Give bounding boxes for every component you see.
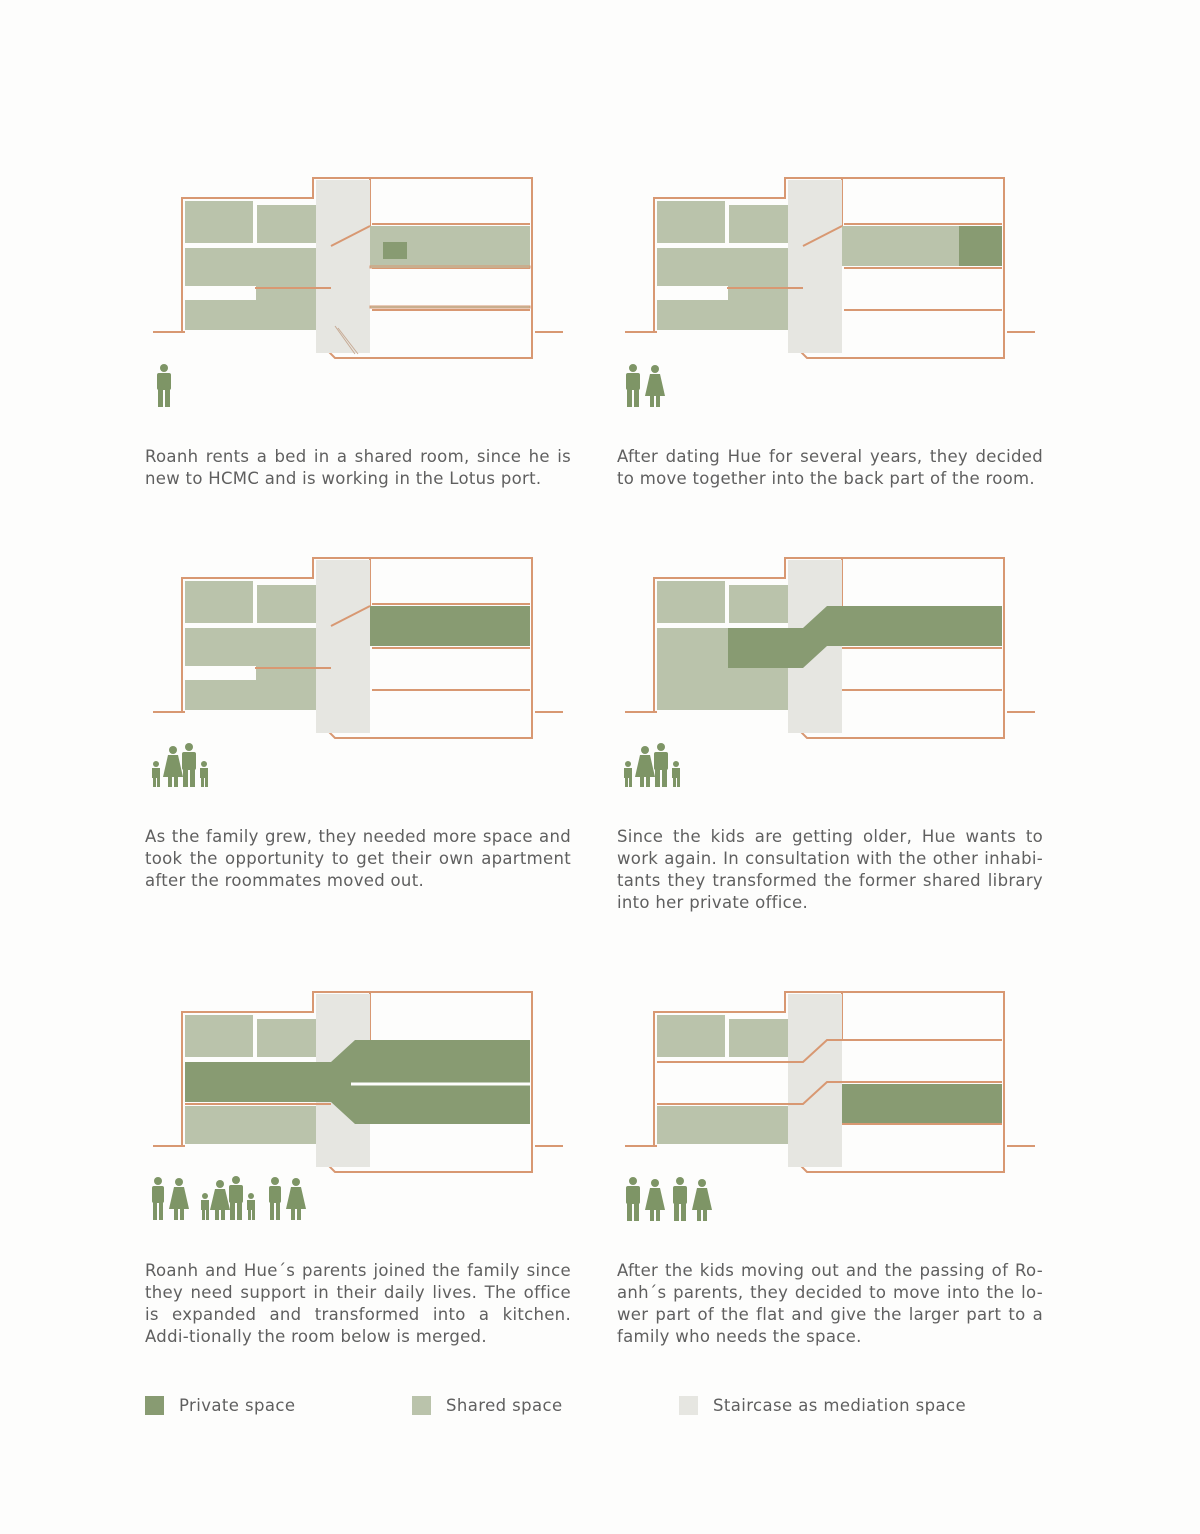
legend-label-staircase: Staircase as mediation space [713, 1396, 967, 1415]
caption-5: Roanh and Hue´s parents joined the family since they need support in their daily lives. The office is expanded and transformed into a kitchen. Addi-tionally the room below is merged. [145, 1261, 571, 1346]
panel-1 [145, 176, 585, 536]
panel-4 [617, 556, 1057, 916]
panel-3 [145, 556, 585, 916]
legend-private [145, 1396, 295, 1415]
couple-icon [626, 364, 665, 407]
caption-4: Since the kids are getting older, Hue wants to work again. In consultation with the other inhabi-tants they transformed the former shared library into her private office. [617, 827, 1043, 912]
panel-5 [145, 990, 585, 1350]
legend-staircase [679, 1396, 966, 1415]
caption-6: After the kids moving out and the passing of Ro-anh´s parents, they decided to move into the lo-wer part of the flat and give the larger part to a family who needs the space. [617, 1261, 1043, 1346]
family-icon [152, 743, 208, 787]
caption-3: As the family grew, they needed more space and took the opportunity to get their own apartment after the roommates moved out. [145, 827, 571, 890]
family-icon [624, 743, 680, 787]
panel-6 [617, 990, 1057, 1350]
man-icon [157, 364, 171, 407]
caption-1: Roanh rents a bed in a shared room, since he is new to HCMC and is working in the Lotus port. [145, 447, 571, 488]
legend-label-shared: Shared space [446, 1396, 563, 1415]
caption-2: After dating Hue for several years, they decided to move together into the back part of the room. [617, 447, 1043, 488]
panel-2 [617, 176, 1057, 536]
two-couples-icon [626, 1177, 712, 1221]
legend-label-private: Private space [179, 1396, 296, 1415]
legend-swatch-private [145, 1396, 164, 1415]
extended-family-icon [152, 1176, 306, 1220]
legend-swatch-shared [412, 1396, 431, 1415]
legend-swatch-staircase [679, 1396, 698, 1415]
legend-shared [412, 1396, 563, 1415]
